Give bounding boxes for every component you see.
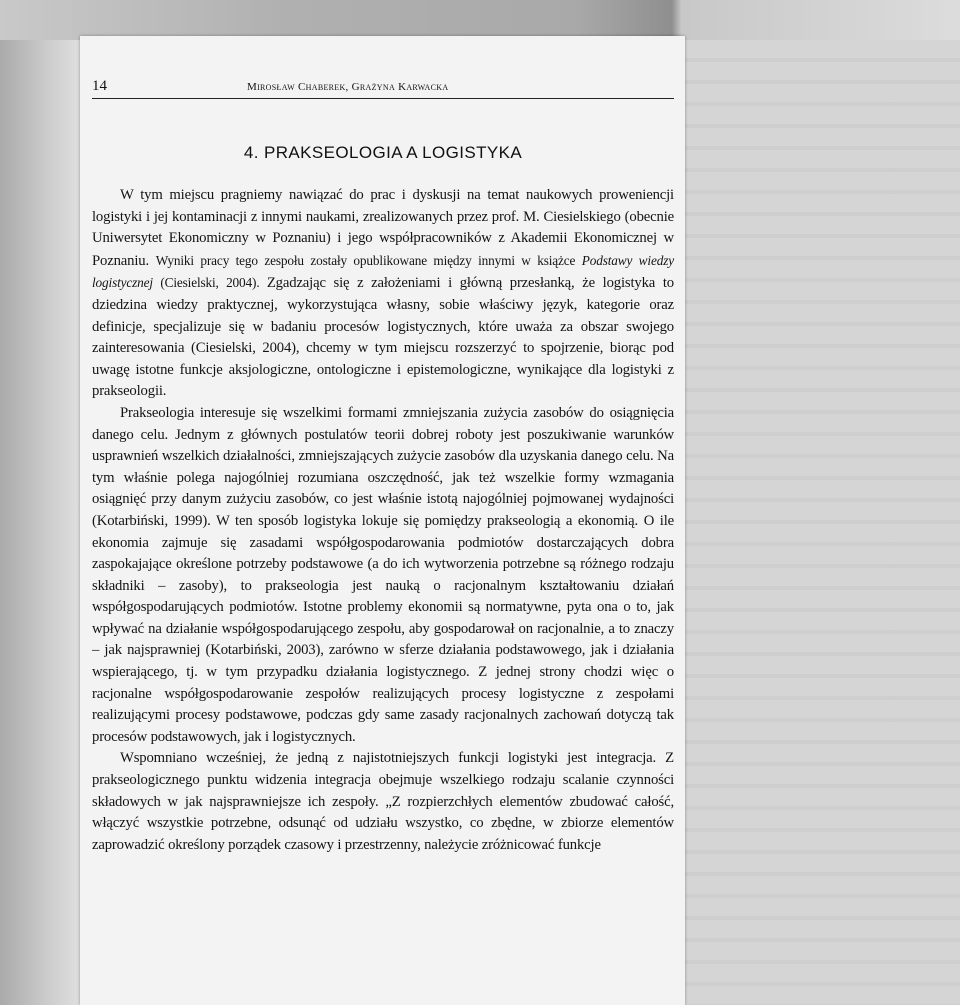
- scan-right-bleed: [670, 40, 960, 1005]
- chapter-title: 4. PRAKSEOLOGIA A LOGISTYKA: [243, 143, 523, 162]
- scan-left-bleed: [0, 40, 85, 1005]
- book-title: Podstawy wiedzy logistycznej: [92, 252, 674, 291]
- paragraph-3: Wspomniano wcześniej, że jedną z najistotniejszych funkcji logistyki jest integracja. Z prakseologicznego punktu widzenia integracja obejmuje wszelkiego rodzaju scalanie czynności składowych w jak najsprawniejsze ich zespoły. „Z rozpierzchłych elementów zbudować całość, włączyć wszystkie potrzebne, odsunąć od udziału wszystko, co zbędne, w zbiorze elementów zaprowadzić określony porządek czasowy i przestrzenny, należycie zróżnicować funkcje: [92, 750, 674, 853]
- scan-top-strip: [0, 0, 960, 40]
- paragraph-1-thesis: Zgadzając się z założeniami i główną przesłanką, że logistyka to dziedzina wiedzy praktycznej, wykorzystująca własny, sobie właściwy język, kategorie oraz definicje, specjalizuje się w badaniu procesów logistycznych, które uważa za obszar swojego zainteresowania (Ciesielski, 2004), chcemy w tym miejscu rozszerzyć to spojrzenie, biorąc pod uwagę istotne funkcje aksjologiczne, ontologiczne i epistemologiczne, wynikające dla logistyki z prakseologii.: [92, 275, 674, 400]
- paragraph-1-citation: (Ciesielski, 2004).: [160, 275, 260, 291]
- page-number: 14: [92, 78, 107, 94]
- running-header: [92, 78, 674, 99]
- body-text: [92, 185, 674, 856]
- running-header-authors: Mirosław Chaberek, Grażyna Karwacka: [247, 81, 449, 93]
- paragraph-2: Prakseologia interesuje się wszelkimi formami zmniejszania zużycia zasobów do osiągnięcia danego celu. Jednym z głównych postulatów teorii dobrej roboty jest poszukiwanie warunków usprawnień wszelkich działalności, zmniejszających zużycie zasobów dla uzyskania danego celu. Na tym właśnie polega najogólniej rozumiana oszczędność, jak też wszelkie formy wzmagania osiągnięć przy danym zużyciu zasobów, co jest właśnie istotą najogólniej pojmowanej wydajności (Kotarbiński, 1999). W ten sposób logistyka lokuje się pomiędzy prakseologią a ekonomią. O ile ekonomia zajmuje się zasadami współgospodarowania podmiotów dostarczających dobra zaspokajające określone potrzeby podstawowe (a do ich wytworzenia potrzebne są różnego rodzaju składniki – zasoby), to prakseologia jest nauką o racjonalnym kształtowaniu działań współgospodarujących podmiotów. Istotne problemy ekonomii są normatywne, pyta ona o to, jak wpływać na działanie współgospodarującego zespołu, aby gospodarował on racjonalnie, a to znaczy – jak najsprawniej (Kotarbiński, 2003), zarówno w sferze działania podstawowego, jak i działania wspierającego, tj. w tym przypadku działania logistycznego. Z jednej strony chodzi więc o racjonalne współgospodarowanie zespołów realizujących procesy logistyczne z zespołami realizującymi procesy podstawowe, podczas gdy same zasady racjonalnych zachowań dotyczą tak procesów podstawowych, jak i logistycznych.: [92, 404, 674, 745]
- paragraph-1: [92, 185, 674, 403]
- paragraph-1-publication-text: Wyniki pracy tego zespołu zostały opublikowane między innymi w książce: [155, 252, 576, 268]
- paragraph-1-intro: W tym miejscu pragniemy nawiązać do prac i dyskusji na temat naukowych proweniencji logistyki i jej kontaminacji z innymi naukami, zrealizowanych przez prof. M. Ciesielskiego (obecnie Uniwersytet Ekonomiczny w Poznaniu) i jego współpracowników z Akademii Ekonomicznej w Poznaniu.: [92, 187, 674, 269]
